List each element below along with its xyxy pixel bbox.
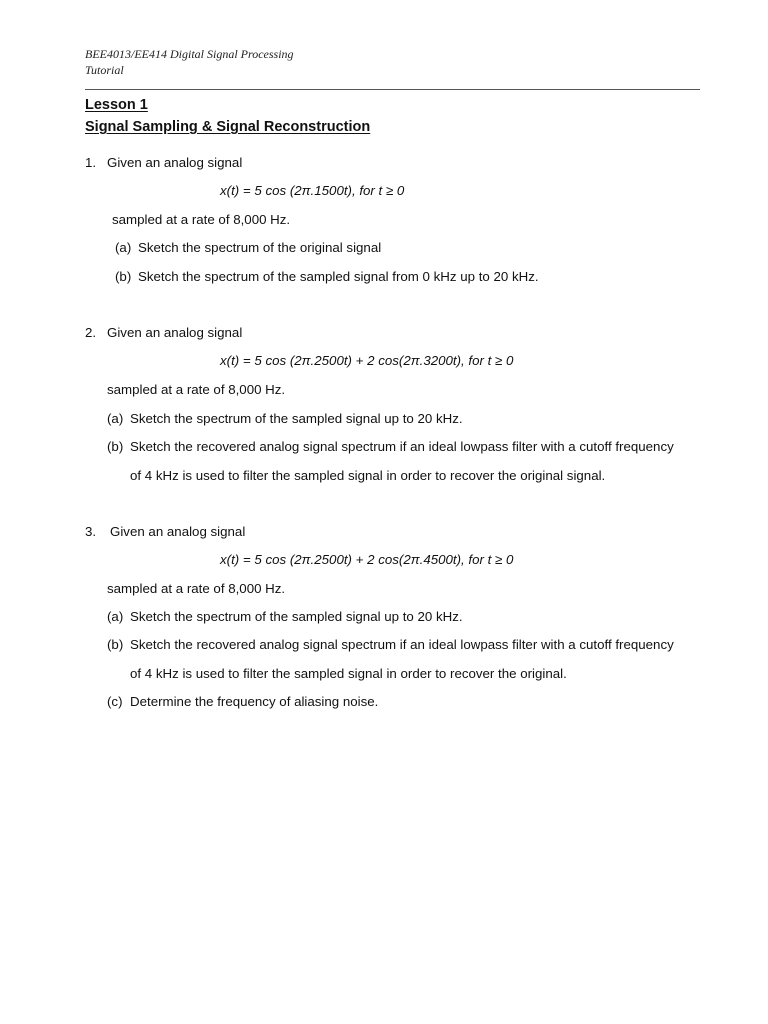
part-label: (a) — [115, 240, 132, 255]
header-type: Tutorial — [85, 63, 124, 77]
question-equation: x(t) = 5 cos (2π.2500t) + 2 cos(2π.4500t), for t ≥ 0 — [220, 552, 514, 567]
part-label: (c) — [107, 694, 123, 709]
question-intro: Given an analog signal — [110, 524, 246, 539]
question-equation: x(t) = 5 cos (2π.1500t), for t ≥ 0 — [220, 183, 405, 198]
part-label: (b) — [115, 269, 132, 284]
question-sampling-rate: sampled at a rate of 8,000 Hz. — [107, 382, 286, 397]
part-text: Sketch the spectrum of the sampled signal up to 20 kHz. — [130, 609, 463, 624]
part-label: (a) — [107, 411, 124, 426]
header-rule — [85, 89, 700, 90]
question-number: 2. — [85, 325, 97, 340]
part-text-continued: of 4 kHz is used to filter the sampled signal in order to recover the original. — [130, 666, 567, 681]
part-text: Sketch the spectrum of the sampled signal from 0 kHz up to 20 kHz. — [138, 269, 539, 284]
header-course: BEE4013/EE414 Digital Signal Processing — [85, 47, 294, 61]
question-sampling-rate: sampled at a rate of 8,000 Hz. — [107, 581, 286, 596]
question-number: 3. — [85, 524, 97, 539]
question-number: 1. — [85, 155, 97, 170]
part-text: Sketch the spectrum of the original signal — [138, 240, 382, 255]
part-label: (b) — [107, 637, 124, 652]
part-text-continued: of 4 kHz is used to filter the sampled signal in order to recover the original signal. — [130, 468, 606, 483]
part-text: Sketch the spectrum of the sampled signal up to 20 kHz. — [130, 411, 463, 426]
question-intro: Given an analog signal — [107, 155, 243, 170]
question-intro: Given an analog signal — [107, 325, 243, 340]
part-label: (b) — [107, 439, 124, 454]
part-text: Sketch the recovered analog signal spectrum if an ideal lowpass filter with a cutoff frequency — [130, 637, 674, 652]
part-text: Determine the frequency of aliasing noise. — [130, 694, 379, 709]
part-label: (a) — [107, 609, 124, 624]
question-equation: x(t) = 5 cos (2π.2500t) + 2 cos(2π.3200t), for t ≥ 0 — [220, 353, 514, 368]
part-text: Sketch the recovered analog signal spectrum if an ideal lowpass filter with a cutoff frequency — [130, 439, 674, 454]
lesson-title: Signal Sampling & Signal Reconstruction — [85, 119, 371, 135]
lesson-number: Lesson 1 — [85, 97, 148, 113]
question-sampling-rate: sampled at a rate of 8,000 Hz. — [112, 212, 291, 227]
